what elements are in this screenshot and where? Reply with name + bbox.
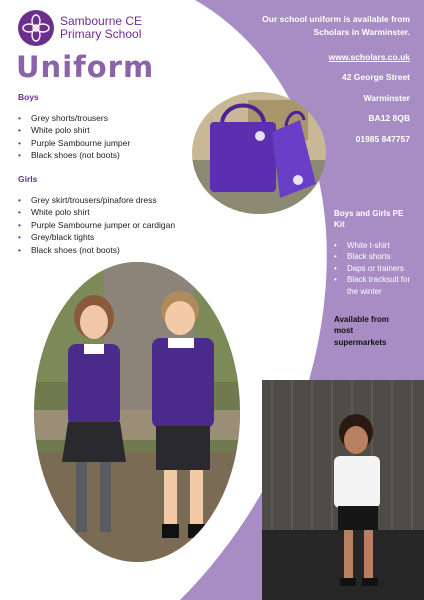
list-item: • Grey shorts/trousers — [18, 112, 130, 124]
boys-heading: Boys — [18, 92, 39, 102]
list-item: • White polo shirt — [18, 124, 130, 136]
list-item: • Purple Sambourne jumper or cardigan — [18, 219, 175, 231]
supplier-intro — [262, 13, 410, 39]
list-item: • Black shoes (not boots) — [18, 244, 175, 256]
list-item: • Daps or trainers — [334, 263, 422, 274]
availability-line2: most — [334, 326, 354, 336]
children-uniform-photo — [34, 262, 240, 562]
availability-note — [334, 314, 420, 348]
supplier-street: 42 George Street — [341, 72, 410, 82]
list-item: • Black tracksuit for the winter — [334, 274, 422, 297]
boys-list — [18, 112, 130, 162]
list-item: • Black shoes (not boots) — [18, 149, 130, 161]
supplier-phone: 01985 847757 — [355, 134, 410, 144]
list-item: • Purple Sambourne jumper — [18, 137, 130, 149]
girls-list — [18, 194, 175, 256]
list-item: • Grey/black tights — [18, 231, 175, 243]
list-item: • White t-shirt — [334, 240, 422, 251]
page-title: Uniform — [16, 50, 155, 84]
pe-kit-photo — [262, 380, 424, 600]
pe-kit-heading-line2: Kit — [334, 220, 345, 229]
flower-logo-icon — [18, 10, 54, 46]
pe-kit-list — [334, 240, 422, 297]
list-item: • Grey skirt/trousers/pinafore dress — [18, 194, 175, 206]
list-item: • Black shorts — [334, 251, 422, 262]
availability-line1: Available from — [334, 315, 389, 324]
school-name-line1: Sambourne CE — [60, 14, 143, 28]
supplier-intro-line2: Scholars in Warminster. — [313, 27, 410, 37]
pe-kit-heading-line1: Boys and Girls PE — [334, 209, 404, 218]
list-item: • White polo shirt — [18, 206, 175, 218]
supplier-postcode: BA12 8QB — [368, 113, 410, 123]
availability-line3: supermarkets — [334, 337, 387, 347]
supplier-town: Warminster — [363, 93, 410, 103]
supplier-intro-line1: Our school uniform is available from — [262, 14, 410, 24]
pe-kit-heading — [334, 208, 420, 230]
school-logo — [18, 10, 142, 46]
school-name-line2: Primary School — [60, 27, 142, 41]
girls-heading: Girls — [18, 174, 38, 184]
supplier-url-link[interactable]: www.scholars.co.uk — [328, 52, 410, 62]
bags-photo — [192, 92, 326, 214]
school-name — [60, 15, 142, 41]
